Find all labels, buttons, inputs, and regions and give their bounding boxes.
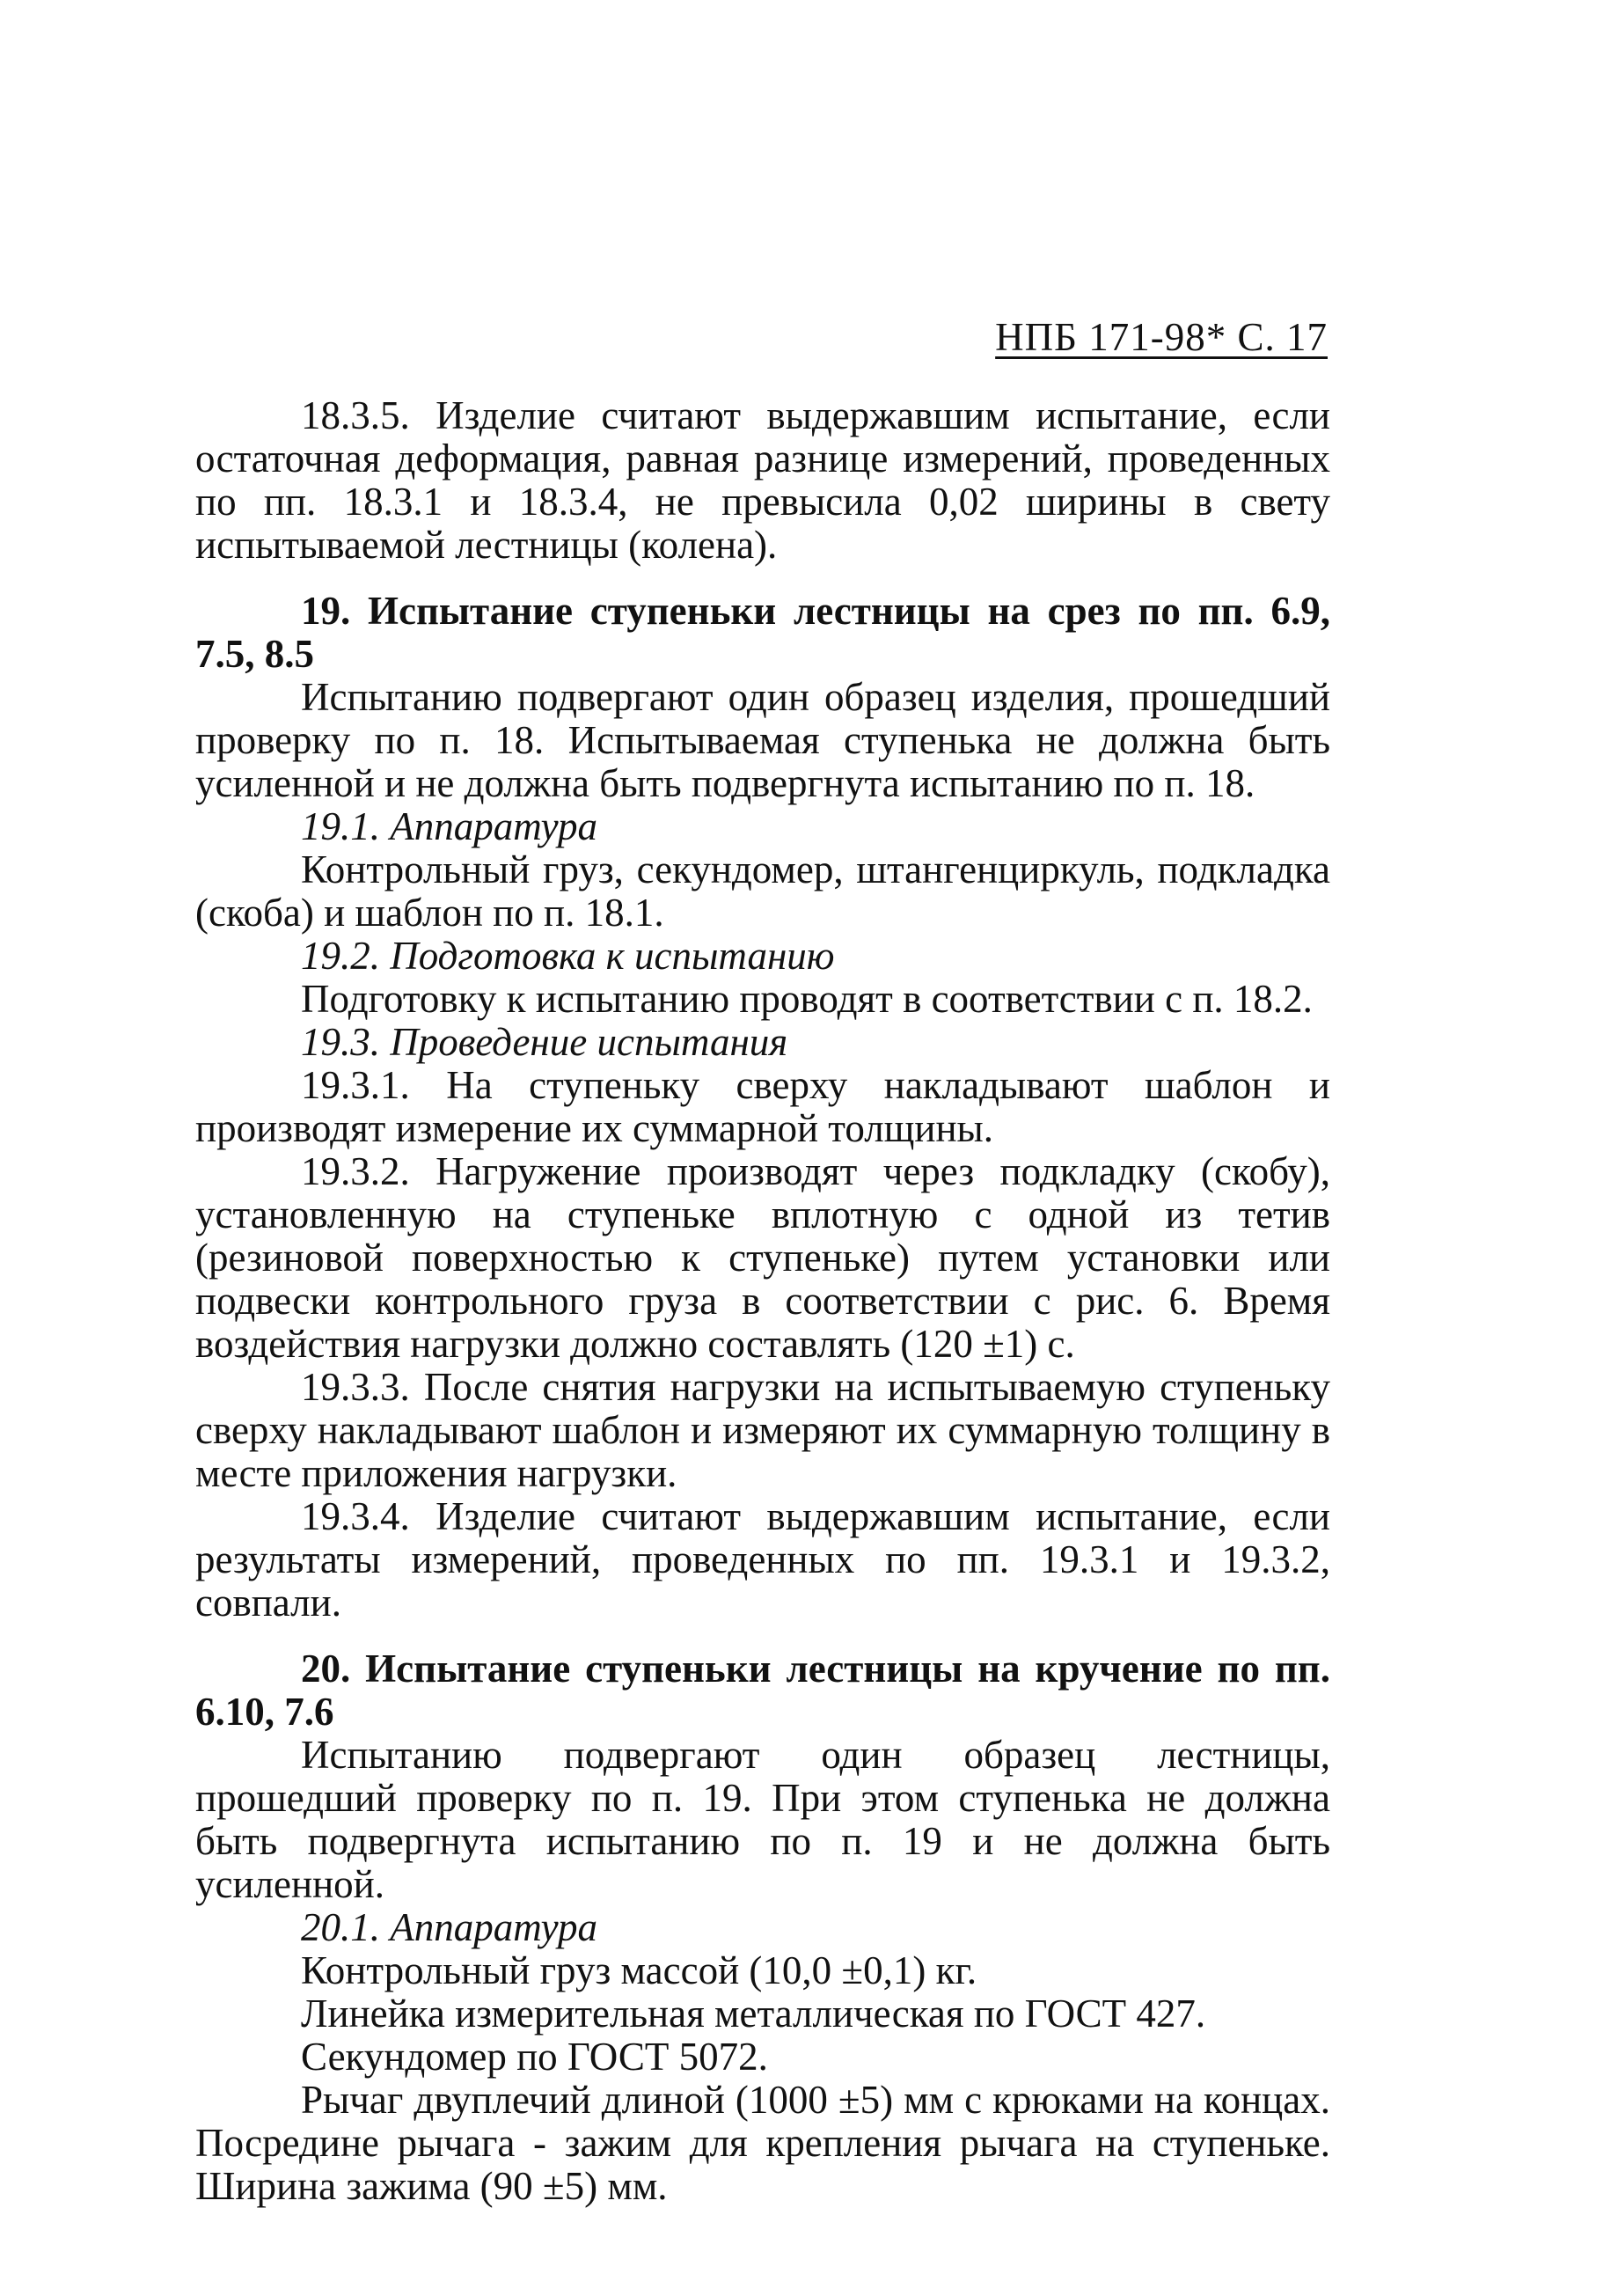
paragraph-19-3-3: 19.3.3. После снятия нагрузки на испытываемую ступеньку сверху накладывают шаблон и измеряют их суммарную толщину в месте приложения нагрузки. [195, 1365, 1330, 1495]
equipment-item-stopwatch: Секундомер по ГОСТ 5072. [301, 2035, 768, 2079]
paragraph-20-intro: Испытанию подвергают один образец лестницы, прошедший проверку по п. 19. При этом ступенька не должна быть подвергнута испытанию по п. 19 и не должна быть усиленной. [195, 1733, 1330, 1906]
document-body [195, 394, 1330, 2208]
paragraph-19-3-4: 19.3.4. Изделие считают выдержавшим испытание, если результаты измерений, проведенных по пп. 19.3.1 и 19.3.2, совпали. [195, 1494, 1330, 1625]
subheading-20-1: 20.1. Аппаратура [301, 1905, 597, 1949]
paragraph-19-2: Подготовку к испытанию проводят в соответствии с п. 18.2. [301, 977, 1313, 1021]
equipment-item-ruler: Линейка измерительная металлическая по ГОСТ 427. [301, 1992, 1206, 2036]
subheading-19-3: 19.3. Проведение испытания [301, 1020, 788, 1064]
paragraph-19-intro: Испытанию подвергают один образец изделия, прошедший проверку по п. 18. Испытываемая ступенька не должна быть усиленной и не должна быть подвергнута испытанию по п. 18. [195, 675, 1330, 805]
section-heading-20: 20. Испытание ступеньки лестницы на кручение по пп. 6.10, 7.6 [195, 1647, 1330, 1734]
paragraph-19-1: Контрольный груз, секундомер, штангенциркуль, подкладка (скоба) и шаблон по п. 18.1. [195, 847, 1330, 935]
subheading-19-1: 19.1. Аппаратура [301, 804, 597, 848]
equipment-item-weight: Контрольный груз массой (10,0 ±0,1) кг. [301, 1948, 977, 1992]
paragraph-19-3-1: 19.3.1. На ступеньку сверху накладывают шаблон и производят измерение их суммарной толщины. [195, 1063, 1330, 1150]
page-header: НПБ 171-98* С. 17 [995, 315, 1328, 359]
subheading-19-2: 19.2. Подготовка к испытанию [301, 934, 835, 978]
paragraph-18-3-5: 18.3.5. Изделие считают выдержавшим испытание, если остаточная деформация, равная разнице измерений, проведенных по пп. 18.3.1 и 18.3.4, не превысила 0,02 ширины в свету испытываемой лестницы (колена). [195, 393, 1330, 567]
paragraph-19-3-2: 19.3.2. Нагружение производят через подкладку (скобу), установленную на ступеньке вплотную с одной из тетив (резиновой поверхностью к ступеньке) путем установки или подвески контрольного груза в соответствии с рис. 6. Время воздействия нагрузки должно составлять (120 ±1) с. [195, 1149, 1330, 1366]
section-heading-19: 19. Испытание ступеньки лестницы на срез по пп. 6.9, 7.5, 8.5 [195, 589, 1330, 676]
equipment-item-lever: Рычаг двуплечий длиной (1000 ±5) мм с крюками на концах. Посредине рычага - зажим для крепления рычага на ступеньке. Ширина зажима (90 ±5) мм. [195, 2078, 1330, 2208]
